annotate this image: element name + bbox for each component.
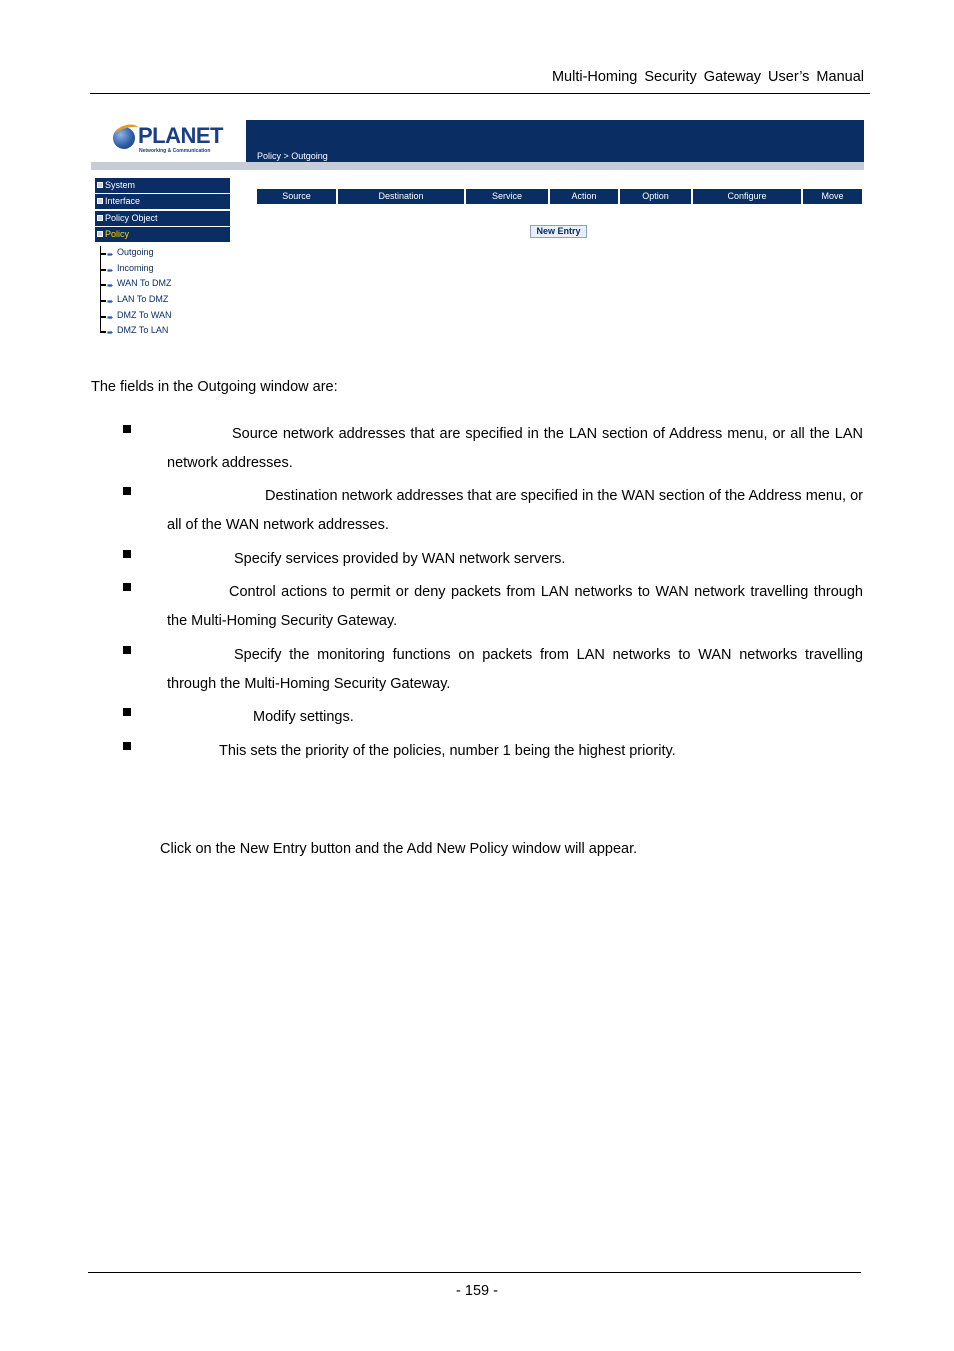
- page-number: - 159 -: [456, 1283, 498, 1299]
- expand-icon: [97, 182, 103, 188]
- bullet-text: Specify the monitoring functions on packets from LAN networks to WAN networks travelling through the Multi-Homing Security Gateway.: [167, 647, 863, 692]
- running-header: Multi-Homing Security Gateway User’s Manual: [551, 69, 864, 85]
- top-banner: [246, 120, 864, 162]
- menu-label: Interface: [105, 196, 141, 207]
- submenu-label: LAN To DMZ: [117, 294, 169, 305]
- menu-item-system[interactable]: [95, 178, 230, 193]
- new-entry-button[interactable]: New Entry: [530, 225, 587, 238]
- bullet-text: Modify settings.: [253, 709, 354, 725]
- submenu-item-incoming[interactable]: [95, 262, 230, 278]
- column-option: Option: [620, 189, 691, 204]
- submenu-label: Outgoing: [117, 247, 154, 257]
- arrow-right-icon: ➨: [107, 297, 114, 307]
- separator-strip: [91, 162, 864, 170]
- submenu-item-dmz-to-lan[interactable]: [95, 324, 230, 340]
- column-configure: Configure: [693, 189, 801, 204]
- policy-submenu: [95, 246, 230, 340]
- expand-icon: [97, 198, 103, 204]
- header-rule: [90, 93, 870, 94]
- breadcrumb: Policy > Outgoing: [257, 151, 328, 161]
- submenu-label: DMZ To LAN: [117, 325, 169, 336]
- side-menu: [95, 178, 230, 244]
- logo-wordmark: PLANET: [138, 123, 223, 148]
- submenu-label: DMZ To WAN: [117, 309, 172, 320]
- menu-item-interface[interactable]: [95, 194, 230, 209]
- column-action: Action: [550, 189, 618, 204]
- menu-item-policy[interactable]: [95, 227, 230, 242]
- bullet-square-icon: [123, 550, 131, 558]
- submenu-item-wan-to-dmz[interactable]: [95, 277, 230, 293]
- column-move: Move: [803, 189, 862, 204]
- logo-tagline: Networking & Communication: [139, 148, 211, 154]
- tree-tick: [100, 316, 106, 318]
- footer-rule: [88, 1272, 861, 1273]
- bullet-square-icon: [123, 742, 131, 750]
- submenu-item-dmz-to-wan[interactable]: [95, 309, 230, 325]
- menu-label: System: [105, 180, 136, 190]
- instruction-text: Click on the New Entry button and the Add New Policy window will appear.: [160, 841, 638, 857]
- submenu-label: WAN To DMZ: [117, 278, 172, 289]
- bullet-text: This sets the priority of the policies, number 1 being the highest priority.: [219, 743, 676, 759]
- bullet-square-icon: [123, 425, 131, 433]
- bullet-square-icon: [123, 646, 131, 654]
- arrow-right-icon: ➨: [107, 328, 114, 338]
- expand-icon: [97, 215, 103, 221]
- bullet-square-icon: [123, 583, 131, 591]
- bullet-text: Specify services provided by WAN network servers.: [234, 551, 566, 567]
- bullet-text: Destination network addresses that are specified in the WAN section of the Address menu, or all of the WAN network addresses.: [167, 488, 863, 533]
- tree-tick: [100, 331, 106, 333]
- tree-tick: [100, 253, 106, 255]
- tree-tick: [100, 284, 106, 286]
- arrow-right-icon: ➨: [107, 250, 114, 259]
- column-source: Source: [257, 189, 336, 204]
- column-service: Service: [466, 189, 548, 204]
- bullet-square-icon: [123, 708, 131, 716]
- menu-item-policy-object[interactable]: [95, 211, 230, 226]
- column-destination: Destination: [338, 189, 464, 204]
- tree-tick: [100, 300, 106, 302]
- bullet-text: Control actions to permit or deny packets from LAN networks to WAN network travelling through the Multi-Homing Security Gateway.: [167, 584, 863, 629]
- intro-text: The fields in the Outgoing window are:: [91, 379, 338, 395]
- bullet-text: Source network addresses that are specified in the LAN section of Address menu, or all the LAN network addresses.: [167, 426, 863, 471]
- menu-label: Policy: [105, 229, 130, 240]
- arrow-right-icon: ➨: [107, 281, 114, 291]
- planet-logo: [113, 123, 223, 157]
- submenu-item-outgoing[interactable]: [95, 246, 230, 262]
- menu-label: Policy Object: [105, 212, 158, 223]
- arrow-right-icon: ➨: [107, 265, 114, 275]
- submenu-label: Incoming: [117, 262, 154, 273]
- arrow-right-icon: ➨: [107, 312, 114, 322]
- bullet-square-icon: [123, 487, 131, 495]
- outgoing-policy-screenshot: [91, 118, 864, 343]
- tree-tick: [100, 269, 106, 271]
- submenu-item-lan-to-dmz[interactable]: [95, 293, 230, 309]
- expand-icon: [97, 231, 103, 237]
